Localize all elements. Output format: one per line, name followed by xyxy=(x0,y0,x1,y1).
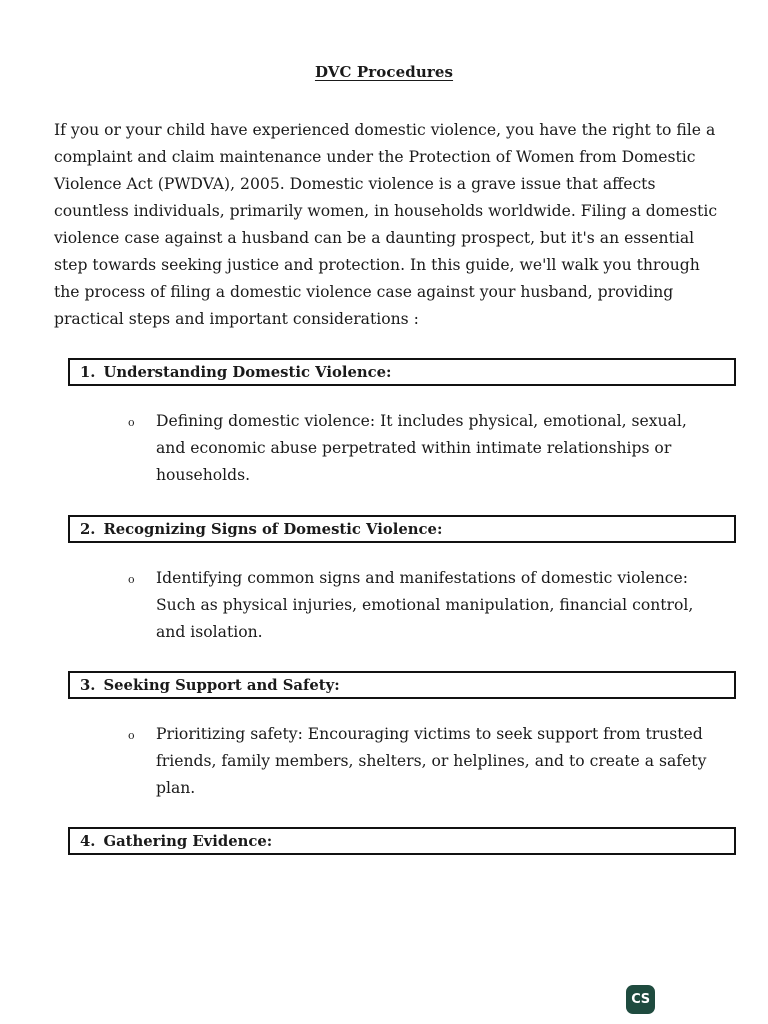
section-number: 1. xyxy=(80,363,96,381)
bullet-text: Identifying common signs and manifestations of domestic violence: Such as physical injuries, emotional manipulation, financial control, and isolation. xyxy=(156,569,694,641)
list-item xyxy=(128,721,708,802)
section-heading-recognizing-signs xyxy=(68,515,736,543)
bullet-marker-icon: o xyxy=(128,573,135,586)
section-heading-text: Seeking Support and Safety: xyxy=(103,676,340,694)
document-title: DVC Procedures xyxy=(314,63,454,81)
section-number: 4. xyxy=(80,832,96,850)
section-heading-text: Recognizing Signs of Domestic Violence: xyxy=(103,520,443,538)
section-number: 2. xyxy=(80,520,96,538)
intro-paragraph: If you or your child have experienced domestic violence, you have the right to file a complaint and claim maintenance under the Protection of Women from Domestic Violence Act (PWDVA), 2005. Domestic violence is a grave issue that affects countless individuals, primarily women, in households worldwide. Filing a domestic violence case against a husband can be a daunting prospect, but it's an essential step towards seeking justice and protection. In this guide, we'll walk you through the process of filing a domestic violence case against your husband, providing practical steps and important considerations : xyxy=(54,121,718,328)
camscanner-logo-icon: CS xyxy=(626,985,655,1014)
list-item xyxy=(128,408,708,489)
list-item xyxy=(128,565,708,646)
section-heading-understanding-domestic-violence xyxy=(68,358,736,386)
bullet-marker-icon: o xyxy=(128,416,135,429)
section-heading-gathering-evidence xyxy=(68,827,736,855)
section-heading-text: Gathering Evidence: xyxy=(103,832,273,850)
section-heading-seeking-support xyxy=(68,671,736,699)
bullet-text: Prioritizing safety: Encouraging victims to seek support from trusted friends, family members, shelters, or helplines, and to create a safety plan. xyxy=(156,725,707,797)
bullet-text: Defining domestic violence: It includes physical, emotional, sexual, and economic abuse perpetrated within intimate relationships or households. xyxy=(156,412,687,484)
section-number: 3. xyxy=(80,676,96,694)
bullet-marker-icon: o xyxy=(128,729,135,742)
section-heading-text: Understanding Domestic Violence: xyxy=(103,363,392,381)
